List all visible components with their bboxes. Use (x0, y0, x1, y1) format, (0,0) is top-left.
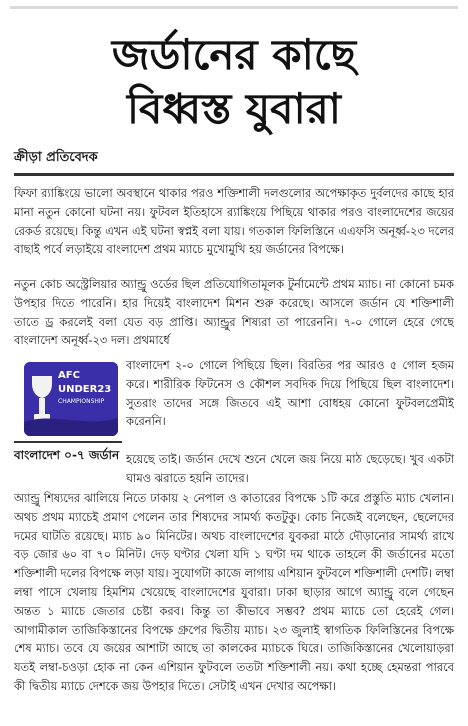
byline (14, 148, 454, 176)
image-caption: বাংলাদেশ ০-৭ জর্ডান (14, 441, 122, 467)
paragraph-4: অ্যান্ড্রু শিষ্যদের ঝালিয়ে নিতে ঢাকায় ২ নেপাল ও কাতারের বিপক্ষে ১টি করে প্রস্তুতি ম্যাচ খেলান। অথচ প্রথম ম্যাচেই প্রমাণ পেলেন তার শিষ্যদের সামর্থ্য কতটুকু। কোচ নিজেই বলেছেন, ছেলেদের দমের ঘাটতি রয়েছে। ম্যাচ ৯০ মিনিটের। অথচ বাংলাদেশের যুবকরা মাঠে দৌড়ানোর সামর্থ্য রাখে বড় জোর ৬০ বা ৭০ মিনিট। দেড় ঘণ্টার খেলা যদি ১ ঘণ্টা দম থাকে তাহলে কী জর্ডানের মতো শক্তিশালী দলের বিপক্ষে লড়া যায়। সুযোগটা কাজে লাগায় এশিয়ান ফুটবলে শক্তিশালী দেশটি। লম্বা লম্বা পাসে খেলায় হিমশিম খেয়েছে বাংলাদেশের যুবারা। ঢাকা ছাড়ার আগে অ্যান্ড্রু বলে গেছেন অন্তত ১ ম্যাচে জেতার চেষ্টা করব। কিন্তু তা কীভাবে সম্ভব? প্রথম ম্যাচে তো হেরেই গেল। আগামীকাল তাজিকিস্তানের বিপক্ষে গ্রুপের দ্বিতীয় ম্যাচ। ২৩ জুলাই স্বাগতিক ফিলিস্তিনের বিপক্ষে শেষ ম্যাচ। তবে যে জয়ের আশাটা আছে তা কালকের ম্যাচকে ঘিরে। তাজিকিস্তানের খেলোয়াড়রা যতই লম্বা-চওড়া হোক না কেন এশিয়ান ফুটবলে ততটা শক্তিশালী নয়। কথা হচ্ছে হেমন্তরা পারবে কী দ্বিতীয় ম্যাচে দেশকে জয় উপহার দিতে। সেটাই এখন দেখার অপেক্ষা। (14, 491, 454, 693)
paragraph-2: নতুন কোচ অস্ট্রেলিয়ার অ্যান্ড্রু ওর্ডের ছিল প্রতিযোগিতামূলক টুর্নামেন্টে প্রথম ম্যাচ। না কোনো চমক উপহার দিতে পারেনি। হার দিয়েই বাংলাদেশ মিশন শুরু করেছে। আসলে জর্ডান যে শক্তিশালী তাতে ড্র করলেই বলা যেত বড় প্রাপ্তি। অ্যান্ড্রুর শিষ্যরা তা পারেননি। ৭-০ গোলে হেরে গেছে বাংলাদেশ অনূর্ধ্ব-২৩ দল। প্রথমার্ধে (14, 277, 454, 348)
paragraph-1: ফিফা র‍্যাঙ্কিংয়ে ভালো অবস্থানে থাকার পরও শক্তিশালী দলগুলোর অপেক্ষাকৃত দুর্বলদের কাছে হার মানা নতুন কোনো ঘটনা নয়। ফুটবল ইতিহাসে র‍্যাঙ্কিংয়ে পিছিয়ে থাকার পরও বাংলাদেশের জয়ের রেকর্ড রয়েছে। কিন্তু এখন এই ঘটনা স্বপ্নই বলা যায়। গতকাল ফিলিস্তিনে এএফসি অনূর্ধ্ব-২৩ দলের বাছাই পর্বে লড়াইয়ে বাংলাদেশ প্রথম ম্যাচে মুখোমুখি হয় জর্ডানের বিপক্ষে। (14, 186, 454, 257)
paragraph-3: বাংলাদেশ ২-০ গোলে পিছিয়ে ছিল। বিরতির পর আরও ৫ গোল হজম করে। শারীরিক ফিটনেস ও কৌশল সবদিক দিয়ে পিছিয়ে ছিল বাংলাদেশ। সুতরাং তাদের সঙ্গে জিতবে এই আশা বোধহয় কোনো ফুটবলপ্রেমীই করেননি। (126, 358, 454, 429)
under23-text: UNDER23 (58, 384, 112, 395)
paragraph-3b: হয়েছে তাই। জর্ডান দেখে শুনে খেলে জয় নিয়ে মাঠ ছেড়েছে। খুব একটা ঘামও ঝরাতে হয়নি তাদের। (126, 452, 454, 485)
championship-text: CHAMPIONSHIP (58, 398, 105, 405)
headline-line-2: বিধ্বস্ত যুবারা (127, 84, 341, 133)
headline-line-1: জর্ডানের কাছে (111, 30, 357, 79)
top-rule (10, 6, 458, 9)
afc-logo-image (24, 362, 118, 436)
afc-brand-text: AFC (58, 370, 80, 381)
headline (14, 28, 454, 136)
byline-text: ক্রীড়া প্রতিবেদক (14, 150, 98, 165)
